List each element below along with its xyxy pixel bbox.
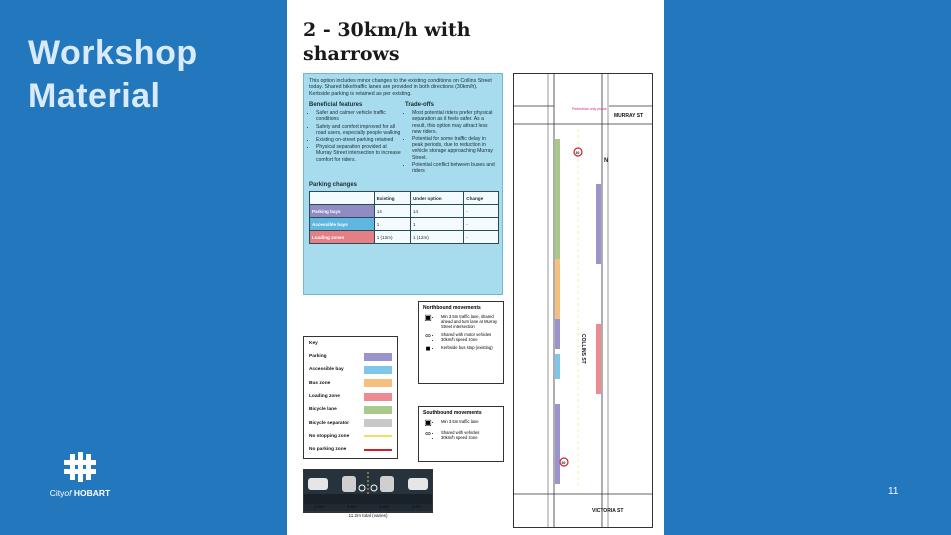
- key-label: Bicycle separator: [309, 420, 349, 426]
- movement-text: • Kerbside bus stop (existing): [441, 345, 493, 350]
- bike-icon: ∞: [425, 429, 431, 438]
- total-width: 11.2m total (varies): [303, 511, 433, 518]
- parking-row-label: Loading zones: [310, 231, 375, 244]
- option-info-box: [303, 73, 503, 295]
- tradeoff-item: • Potential conflict between buses and riders: [412, 162, 497, 174]
- document-title-line1: 2 - 30km/h with: [303, 19, 471, 41]
- trade-offs: [405, 102, 497, 175]
- lane-width: 2.0m: [411, 504, 422, 509]
- beneficial-item: • Existing on-street parking retained: [316, 137, 401, 143]
- key-label: No parking zone: [309, 447, 347, 453]
- southbound-title: Southbound movements: [423, 410, 482, 416]
- key-label: Parking: [309, 354, 327, 360]
- parking-row-label: Accessible bays: [310, 218, 375, 231]
- key-label: No stopping zone: [309, 433, 350, 439]
- table-row: [310, 231, 499, 244]
- parking-cell: 14: [374, 205, 410, 218]
- movement-item: [423, 419, 499, 427]
- key-label: Bicycle lane: [309, 407, 337, 413]
- parking-cell: -: [464, 218, 499, 231]
- logo-text: [45, 488, 115, 498]
- logo-prefix: City: [49, 488, 65, 498]
- key-item: [309, 416, 392, 429]
- car-icon: ▣: [424, 418, 432, 427]
- bus-icon: ■: [425, 344, 431, 353]
- key-swatch: [364, 393, 392, 401]
- northbound-title: Northbound movements: [423, 305, 481, 311]
- movement-text: • Shared with vehicles: [441, 430, 479, 435]
- slide-title-line2: Material: [28, 77, 161, 115]
- collins-st-label: COLLINS ST: [580, 334, 586, 364]
- movement-item: [423, 345, 499, 353]
- street-plan-drawing: [514, 74, 652, 527]
- lane-width: 3.6m: [346, 504, 357, 509]
- movement-text: • Min 3.5m traffic lane, shared ahead and turn lane at Murray Street intersection: [441, 314, 499, 329]
- speed-sign-top: 30: [575, 151, 580, 155]
- parking-header-cell: Existing: [374, 192, 410, 205]
- parking-table: [309, 191, 499, 244]
- beneficial-item: • Safer and calmer vehicle traffic conditions: [316, 110, 401, 122]
- tradeoff-item: • Potential for some traffic delay in peak periods, due to reduction in vehicle storage approaching Murray Street.: [412, 136, 497, 161]
- key-item: [309, 430, 392, 443]
- parking-header-cell: Change: [464, 192, 499, 205]
- logo-of: of: [64, 488, 72, 498]
- parking-table-header: [310, 192, 499, 205]
- page-number: 11: [888, 486, 899, 497]
- parking-cell: 1 (12m): [374, 231, 410, 244]
- parking-cell: 1 (12m): [410, 231, 463, 244]
- option-intro: This option includes minor changes to the existing conditions on Collins Street today. Shared bike/traffic lanes are provided in both directions (30km/h). Kerbside parking is retained as per existing.: [309, 78, 492, 97]
- table-row: [310, 218, 499, 231]
- parking-header-cell: Under option: [410, 192, 463, 205]
- murray-st-label: MURRAY ST: [614, 113, 644, 119]
- key-swatch: [364, 435, 392, 437]
- key-item: [309, 377, 392, 390]
- key-swatch: [364, 353, 392, 361]
- pedestrian-phase-label: Pedestrian only phase: [572, 107, 607, 111]
- key-label: Loading zone: [309, 394, 340, 400]
- key-item: [309, 363, 392, 376]
- beneficial-features: [309, 102, 401, 175]
- cross-section-dimensions: [303, 504, 433, 518]
- document-title-line2: sharrows: [303, 43, 400, 65]
- beneficial-heading: Beneficial features: [309, 102, 363, 109]
- parking-cell: -: [464, 205, 499, 218]
- speed-sign-bottom: 30: [561, 461, 566, 465]
- beneficial-item: • Physical separation provided at Murray Street intersection to increase comfort for riders.: [316, 144, 401, 163]
- key-label: Accessible bay: [309, 367, 344, 373]
- movement-text: • 30km/h speed zone: [441, 337, 491, 342]
- movement-text: • Min 3.5m traffic lane: [441, 419, 479, 424]
- movement-text: • 30km/h speed zone: [441, 435, 479, 440]
- lane-width: 3.6m: [379, 504, 390, 509]
- key-title: Key: [309, 341, 318, 346]
- parking-cell: 1: [374, 218, 410, 231]
- logo-name: HOBART: [73, 488, 111, 498]
- document-page: [287, 0, 664, 535]
- slide-title-line1: Workshop: [28, 34, 198, 72]
- tradeoff-item: • Most potential riders prefer physical separation as it feels safer. As a result, this option may attract less new riders.: [412, 110, 497, 135]
- north-arrow-icon: N: [604, 158, 609, 164]
- car-icon: ▣: [424, 313, 432, 322]
- movement-item: [423, 430, 499, 440]
- street-plan-map: [513, 73, 653, 528]
- parking-changes-heading: Parking changes: [309, 182, 358, 189]
- lane-width: 2.0m: [314, 504, 325, 509]
- key-item: [309, 443, 392, 456]
- key-swatch: [364, 419, 392, 427]
- key-swatch: [364, 449, 392, 451]
- parking-row-label: Parking bays: [310, 205, 375, 218]
- bike-icon: ∞: [425, 331, 431, 340]
- document-title: [303, 18, 503, 66]
- hobart-logo-icon: [62, 452, 98, 482]
- key-swatch: [364, 406, 392, 414]
- southbound-movements-box: [418, 406, 504, 462]
- table-row: [310, 205, 499, 218]
- beneficial-item: • Safety and comfort improved for all road users, especially people walking: [316, 124, 401, 136]
- key-swatch: [364, 379, 392, 387]
- parking-cell: 1: [410, 218, 463, 231]
- key-item: [309, 390, 392, 403]
- key-item: [309, 403, 392, 416]
- map-key: [303, 336, 398, 459]
- key-item: [309, 350, 392, 363]
- parking-header-cell: [310, 192, 375, 205]
- tradeoffs-heading: Trade-offs: [405, 102, 435, 109]
- victoria-st-label: VICTORIA ST: [592, 508, 624, 514]
- northbound-movements-box: [418, 301, 504, 384]
- slide-title: [28, 32, 198, 118]
- parking-cell: 14: [410, 205, 463, 218]
- city-of-hobart-logo: [45, 452, 115, 498]
- movement-text: • Shared with motor vehicles: [441, 332, 491, 337]
- cross-section-drawing: [304, 470, 432, 504]
- key-label: Bus zone: [309, 380, 331, 386]
- movement-item: [423, 314, 499, 329]
- parking-cell: -: [464, 231, 499, 244]
- movement-item: [423, 332, 499, 342]
- key-swatch: [364, 366, 392, 374]
